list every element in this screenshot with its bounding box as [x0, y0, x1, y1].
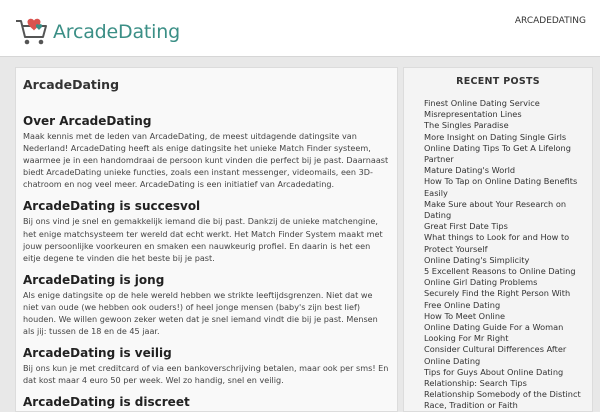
recent-post-link[interactable]: What things to Look for and How to Protect Yourself — [424, 232, 570, 254]
section-text: Bij ons vind je snel en gemakkelijk iemand die bij past. Dankzij de unieke matchengine, het enige matchsysteem ter wereld dat echt werkt. Het Match Finder System maakt met jouw persoonlijke voorkeuren en smaken een nauwkeurig profiel. En daarin is het een eitje degene te vinden die het beste bij je past. — [23, 216, 383, 263]
main-content — [15, 67, 398, 412]
recent-post-link[interactable]: 5 Excellent Reasons to Online Dating — [424, 266, 576, 277]
sidebar-heading: RECENT POSTS — [456, 76, 540, 87]
sidebar — [403, 67, 593, 412]
recent-post-link[interactable]: How To Tap on Online Dating Benefits Easily — [424, 176, 578, 198]
recent-post-link[interactable]: Online Dating Tips To Get A Lifelong Partner — [424, 142, 571, 165]
recent-post-link[interactable]: More Insight on Dating Single Girls — [424, 131, 567, 142]
recent-post-link[interactable]: Online Dating's Simplicity — [424, 254, 530, 265]
recent-post-link[interactable]: Relationship Somebody of the Distinct Race, Tradition or Faith — [424, 389, 581, 411]
recent-post-link[interactable]: Finest Online Dating Service — [424, 98, 540, 108]
recent-post-link[interactable]: Great First Date Tips — [424, 221, 508, 232]
section-title: ArcadeDating is jong — [23, 272, 165, 287]
recent-post-link[interactable]: Make Sure about Your Research on Dating — [424, 198, 567, 221]
shopping-cart-heart-icon — [15, 17, 49, 47]
section-title: ArcadeDating is discreet — [23, 395, 190, 410]
recent-post-link[interactable]: Securely Find the Right Person With Free Online Dating — [424, 288, 571, 310]
site-logo[interactable] — [15, 16, 180, 48]
recent-post-link[interactable]: Mature Dating's World — [424, 165, 516, 176]
section-title: ArcadeDating is veilig — [23, 346, 172, 361]
section-text: Bij ons kun je met creditcard of via een bankoverschrijving betalen, maar ook per sms! En dat kost maar 4 euro 50 per week. Wel zo handig, snel en veilig. — [23, 363, 389, 386]
recent-post-link[interactable]: Tips for Guys About Online Dating Relationship: Search Tips — [424, 366, 564, 389]
recent-post-link[interactable]: Consider Cultural Differences After Online Dating — [424, 344, 567, 366]
site-header — [0, 0, 600, 57]
section-title: ArcadeDating is succesvol — [23, 199, 201, 214]
recent-post-link[interactable]: The Singles Paradise — [424, 120, 509, 131]
section-text: Maak kennis met de leden van ArcadeDating, de meest uitdagende datingsite van Nederland! ArcadeDating heeft als enige datingsite het unieke Match Finder systeem, waarmee je in een handomdraai de persoon kunt vinden die perfect bij je past. Daarnaast biedt ArcadeDating unieke functies, zoals een instant messenger, videomails, een 3D-chatroom en nog veel meer. ArcadeDating is een initiatief van Arcadedating. — [23, 131, 389, 190]
section-text: Als enige datingsite op de hele wereld hebben we strikte leeftijdsgrenzen. Niet dat we niet van oude (we hebben ook ouders!) of heel jonge mensen (baby's zijn best lief) houden. We willen gewoon zeker weten dat je snel iemand vindt die bij je past. Mensen als jij: tussen de 18 en de 45 jaar. — [23, 289, 378, 337]
recent-post-link[interactable]: Online Dating Guide For a Woman Looking For Mr Right — [424, 322, 564, 344]
recent-posts-list — [424, 98, 592, 412]
section-title: Over ArcadeDating — [23, 114, 152, 128]
logo-text: ArcadeDating — [53, 21, 180, 43]
recent-post-link[interactable]: Online Girl Dating Problems — [424, 277, 538, 288]
nav-link-arcadedating[interactable]: ARCADEDATING — [514, 16, 586, 26]
recent-post-link[interactable]: Misrepresentation Lines — [424, 109, 522, 120]
page-title: ArcadeDating — [23, 77, 120, 92]
recent-post-link[interactable]: How To Meet Online — [424, 310, 506, 321]
